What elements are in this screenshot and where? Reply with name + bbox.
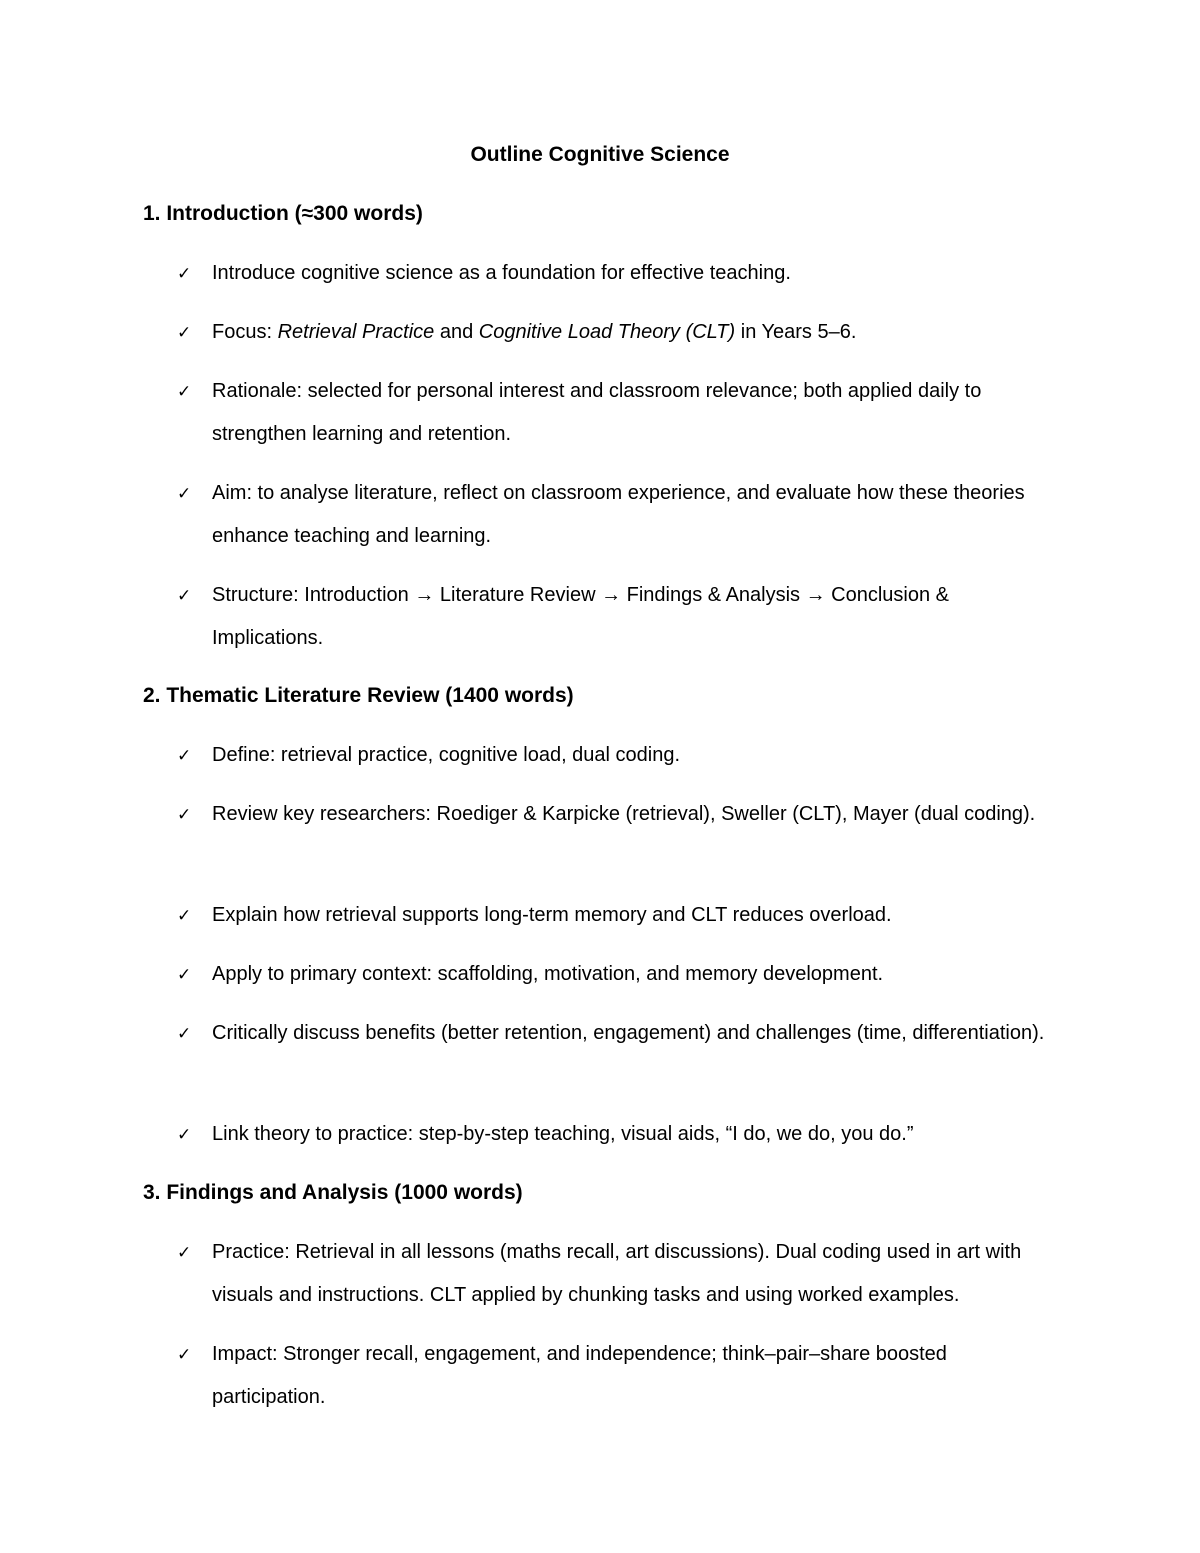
checkmark-icon: ✓ bbox=[177, 805, 192, 824]
list-item-text: Define: retrieval practice, cognitive load, dual coding. bbox=[212, 744, 681, 766]
list-item bbox=[177, 793, 1057, 836]
list-item bbox=[177, 472, 1057, 558]
list-item bbox=[177, 1333, 1057, 1419]
list-item-text: Link theory to practice: step-by-step teaching, visual aids, “I do, we do, you do.” bbox=[212, 1123, 914, 1145]
list-item-text: Structure: Introduction → Literature Review → Findings & Analysis → Conclusion & Implications. bbox=[212, 584, 949, 649]
list-item-text: Introduce cognitive science as a foundation for effective teaching. bbox=[212, 262, 791, 284]
list-item bbox=[177, 1012, 1057, 1055]
list-item-text: Apply to primary context: scaffolding, motivation, and memory development. bbox=[212, 963, 884, 985]
checkmark-icon: ✓ bbox=[177, 746, 192, 765]
checkmark-icon: ✓ bbox=[177, 323, 192, 342]
list-item-text: Critically discuss benefits (better retention, engagement) and challenges (time, differentiation). bbox=[212, 1022, 1045, 1044]
focus-end: in Years 5–6. bbox=[735, 321, 857, 343]
list-item-text: Impact: Stronger recall, engagement, and independence; think–pair–share boosted participation. bbox=[212, 1343, 947, 1408]
document-title: Outline Cognitive Science bbox=[470, 143, 730, 166]
list-item bbox=[177, 311, 1057, 354]
focus-label: Focus: bbox=[212, 321, 278, 343]
list-item-text: Review key researchers: Roediger & Karpicke (retrieval), Sweller (CLT), Mayer (dual coding). bbox=[212, 803, 1036, 825]
list-item bbox=[177, 1231, 1057, 1317]
focus-term-clt: Cognitive Load Theory (CLT) bbox=[478, 321, 736, 343]
focus-term-retrieval: Retrieval Practice bbox=[277, 321, 435, 343]
list-item bbox=[177, 370, 1057, 456]
section-heading-introduction: 1. Introduction (≈300 words) bbox=[143, 202, 423, 225]
list-item-text: Practice: Retrieval in all lessons (maths recall, art discussions). Dual coding used in art with visuals and instructions. CLT applied by chunking tasks and using worked examples. bbox=[212, 1241, 1022, 1306]
checkmark-icon: ✓ bbox=[177, 965, 192, 984]
section-heading-literature-review: 2. Thematic Literature Review (1400 words) bbox=[143, 684, 574, 707]
checkmark-icon: ✓ bbox=[177, 906, 192, 925]
checkmark-icon: ✓ bbox=[177, 1345, 192, 1364]
checkmark-icon: ✓ bbox=[177, 264, 192, 283]
checkmark-icon: ✓ bbox=[177, 484, 192, 503]
list-item bbox=[177, 894, 1057, 937]
list-item-text: Explain how retrieval supports long-term memory and CLT reduces overload. bbox=[212, 904, 892, 926]
list-item bbox=[177, 252, 1057, 295]
focus-and: and bbox=[434, 321, 479, 343]
checkmark-icon: ✓ bbox=[177, 1024, 192, 1043]
list-item-text bbox=[212, 311, 1057, 354]
section-heading-findings: 3. Findings and Analysis (1000 words) bbox=[143, 1181, 523, 1204]
list-item-text: Rationale: selected for personal interest and classroom relevance; both applied daily to strengthen learning and retention. bbox=[212, 380, 982, 445]
checkmark-icon: ✓ bbox=[177, 586, 192, 605]
checkmark-icon: ✓ bbox=[177, 1243, 192, 1262]
list-item-text: Aim: to analyse literature, reflect on classroom experience, and evaluate how these theories enhance teaching and learning. bbox=[212, 482, 1025, 547]
list-item bbox=[177, 574, 1057, 660]
checkmark-icon: ✓ bbox=[177, 1125, 192, 1144]
list-item bbox=[177, 1113, 1057, 1156]
checkmark-icon: ✓ bbox=[177, 382, 192, 401]
list-item bbox=[177, 953, 1057, 996]
list-item bbox=[177, 734, 1057, 777]
